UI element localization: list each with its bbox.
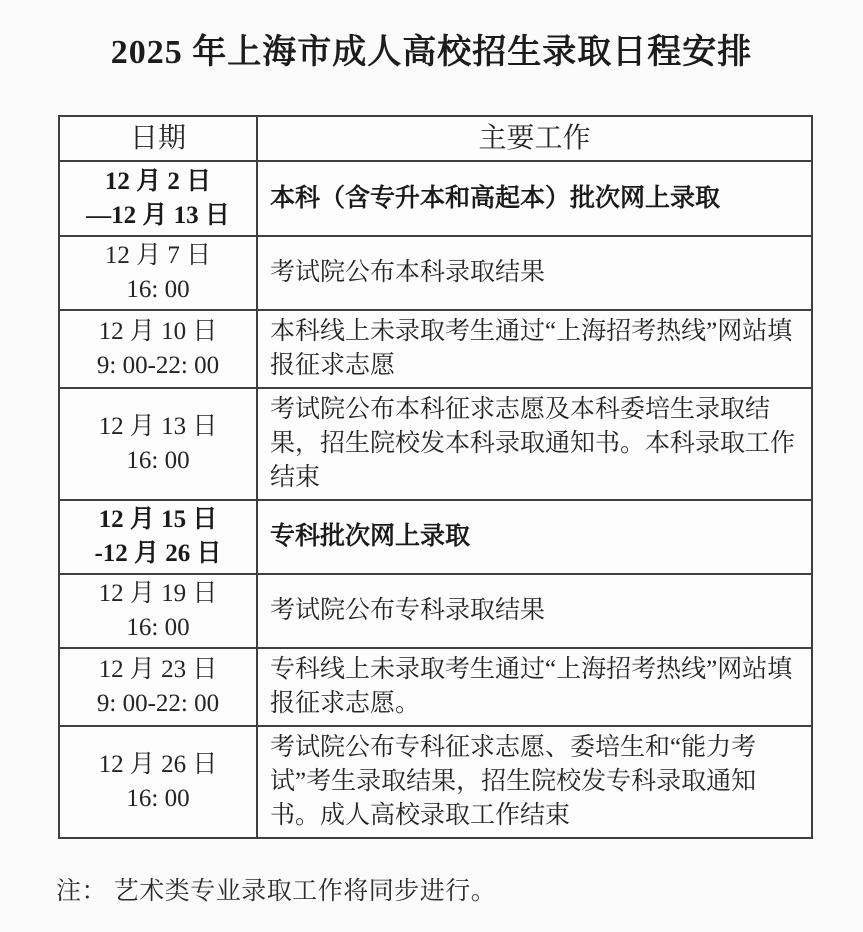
date-line: 16: 00 [126, 447, 190, 474]
schedule-date [59, 648, 257, 726]
date-line: 12 月 15 日 [98, 506, 218, 533]
table-row [59, 388, 812, 500]
table-row [59, 236, 812, 310]
table-header-row [59, 116, 812, 161]
schedule-date [59, 310, 257, 388]
date-line: 9: 00-22: 00 [96, 352, 220, 379]
schedule-work: 专科线上未录取考生通过“上海招考热线”网站填报征求志愿。 [257, 648, 812, 726]
schedule-work: 考试院公布本科征求志愿及本科委培生录取结果，招生院校发本科录取通知书。本科录取工作结束 [257, 388, 812, 500]
schedule-date [59, 161, 257, 236]
schedule-table [58, 115, 813, 839]
date-line: 16: 00 [126, 785, 190, 812]
header-work: 主要工作 [257, 116, 812, 161]
schedule-work: 本科（含专升本和高起本）批次网上录取 [257, 161, 812, 236]
table-row [59, 574, 812, 648]
schedule-date [59, 574, 257, 648]
date-line: 12 月 23 日 [98, 656, 218, 683]
header-date: 日期 [59, 116, 257, 161]
table-row [59, 310, 812, 388]
table-row [59, 161, 812, 236]
table-row [59, 726, 812, 838]
schedule-date [59, 236, 257, 310]
date-line: —12 月 13 日 [86, 201, 230, 229]
schedule-date [59, 500, 257, 574]
date-line: 12 月 7 日 [104, 242, 212, 269]
date-line: -12 月 26 日 [94, 540, 222, 567]
schedule-work: 本科线上未录取考生通过“上海招考热线”网站填报征求志愿 [257, 310, 812, 388]
date-line: 16: 00 [126, 614, 190, 641]
date-line: 12 月 13 日 [98, 413, 218, 440]
table-row [59, 648, 812, 726]
date-line: 12 月 2 日 [104, 167, 212, 195]
date-line: 9: 00-22: 00 [96, 690, 220, 717]
schedule-work: 考试院公布专科录取结果 [257, 574, 812, 648]
date-line: 12 月 26 日 [98, 751, 218, 778]
schedule-date [59, 388, 257, 500]
footnote: 注： 艺术类专业录取工作将同步进行。 [56, 878, 497, 905]
schedule-work: 考试院公布本科录取结果 [257, 236, 812, 310]
date-line: 12 月 19 日 [98, 580, 218, 607]
schedule-date [59, 726, 257, 838]
table-row [59, 500, 812, 574]
date-line: 12 月 10 日 [98, 318, 218, 345]
schedule-work: 专科批次网上录取 [257, 500, 812, 574]
schedule-work: 考试院公布专科征求志愿、委培生和“能力考试”考生录取结果，招生院校发专科录取通知书。成人高校录取工作结束 [257, 726, 812, 838]
page-title: 2025 年上海市成人高校招生录取日程安排 [110, 34, 753, 71]
date-line: 16: 00 [126, 276, 190, 303]
